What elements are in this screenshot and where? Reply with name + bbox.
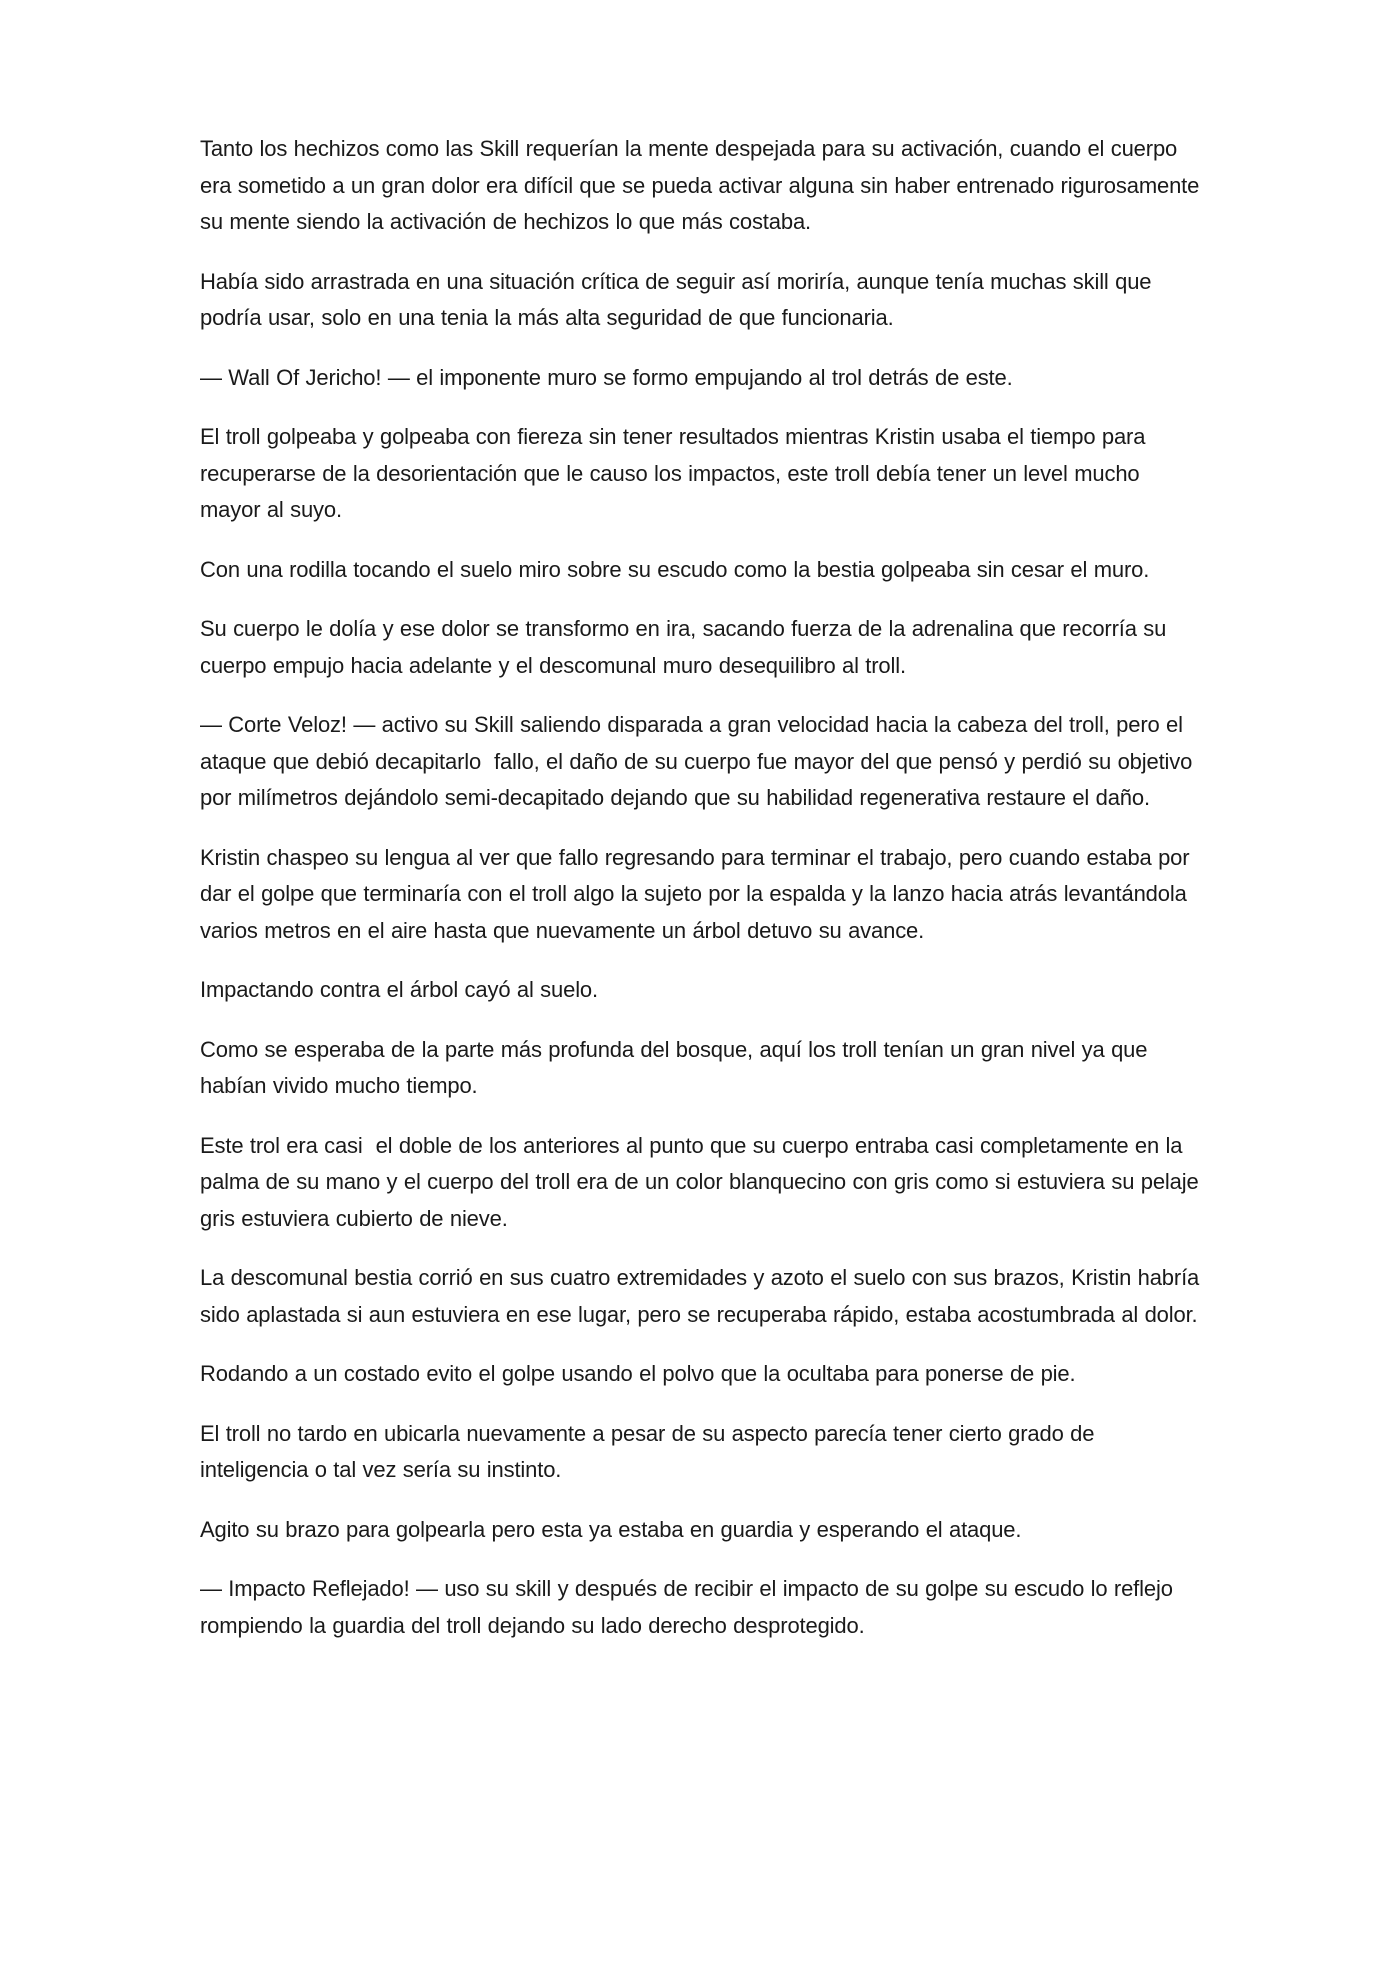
paragraph: Rodando a un costado evito el golpe usando el polvo que la ocultaba para ponerse de pie. [200,1361,1076,1386]
paragraph: Como se esperaba de la parte más profunda del bosque, aquí los troll tenían un gran nivel ya que habían vivido mucho tiempo. [200,1036,1154,1098]
paragraph: Este trol era casi el doble de los anteriores al punto que su cuerpo entraba casi completamente en la palma de su mano y el cuerpo del troll era de un color blanquecino con gris como si estuviera su pelaje gris estuviera cubierto de nieve. [200,1132,1206,1231]
document-body [200,131,1206,1667]
paragraph: Agito su brazo para golpearla pero esta ya estaba en guardia y esperando el ataque. [200,1516,1022,1542]
paragraph: El troll golpeaba y golpeaba con fiereza sin tener resultados mientras Kristin usaba el tiempo para recuperarse de la desorientación que le causo los impactos, este troll debía tener un level mucho mayor al suyo. [200,424,1152,522]
paragraph-dialogue: — Wall Of Jericho! — el imponente muro se formo empujando al trol detrás de este. [200,364,1013,390]
paragraph: El troll no tardo en ubicarla nuevamente a pesar de su aspecto parecía tener cierto grado de inteligencia o tal vez sería su instinto. [200,1420,1101,1482]
paragraph: Había sido arrastrada en una situación crítica de seguir así moriría, aunque tenía muchas skill que podría usar, solo en una tenia la más alta seguridad de que funcionaria. [200,268,1158,330]
paragraph: Impactando contra el árbol cayó al suelo. [200,977,598,1002]
paragraph-dialogue: — Impacto Reflejado! — uso su skill y después de recibir el impacto de su golpe su escudo lo reflejo rompiendo la guardia del troll dejando su lado derecho desprotegido. [200,1576,1180,1638]
paragraph-dialogue: — Corte Veloz! — activo su Skill saliendo disparada a gran velocidad hacia la cabeza del troll, pero el ataque que debió decapitarlo fallo, el daño de su cuerpo fue mayor del que pensó y perdió su objetivo por milímetros dejándolo semi-decapitado dejando que su habilidad regenerativa restaure el daño. [200,712,1199,810]
paragraph: Tanto los hechizos como las Skill requerían la mente despejada para su activación, cuando el cuerpo era sometido a un gran dolor era difícil que se pueda activar alguna sin haber entrenado rigurosamente su mente siendo la activación de hechizos lo que más costaba. [200,136,1206,234]
paragraph: Con una rodilla tocando el suelo miro sobre su escudo como la bestia golpeaba sin cesar el muro. [200,556,1150,582]
paragraph: La descomunal bestia corrió en sus cuatro extremidades y azoto el suelo con sus brazos, Kristin habría sido aplastada si aun estuviera en ese lugar, pero se recuperaba rápido, estaba acostumbrada al dolor. [200,1265,1206,1327]
paragraph: Su cuerpo le dolía y ese dolor se transformo en ira, sacando fuerza de la adrenalina que recorría su cuerpo empujo hacia adelante y el descomunal muro desequilibro al troll. [200,616,1173,678]
paragraph: Kristin chaspeo su lengua al ver que fallo regresando para terminar el trabajo, pero cuando estaba por dar el golpe que terminaría con el troll algo la sujeto por la espalda y la lanzo hacia atrás levantándola varios metros en el aire hasta que nuevamente un árbol detuvo su avance. [200,844,1196,943]
